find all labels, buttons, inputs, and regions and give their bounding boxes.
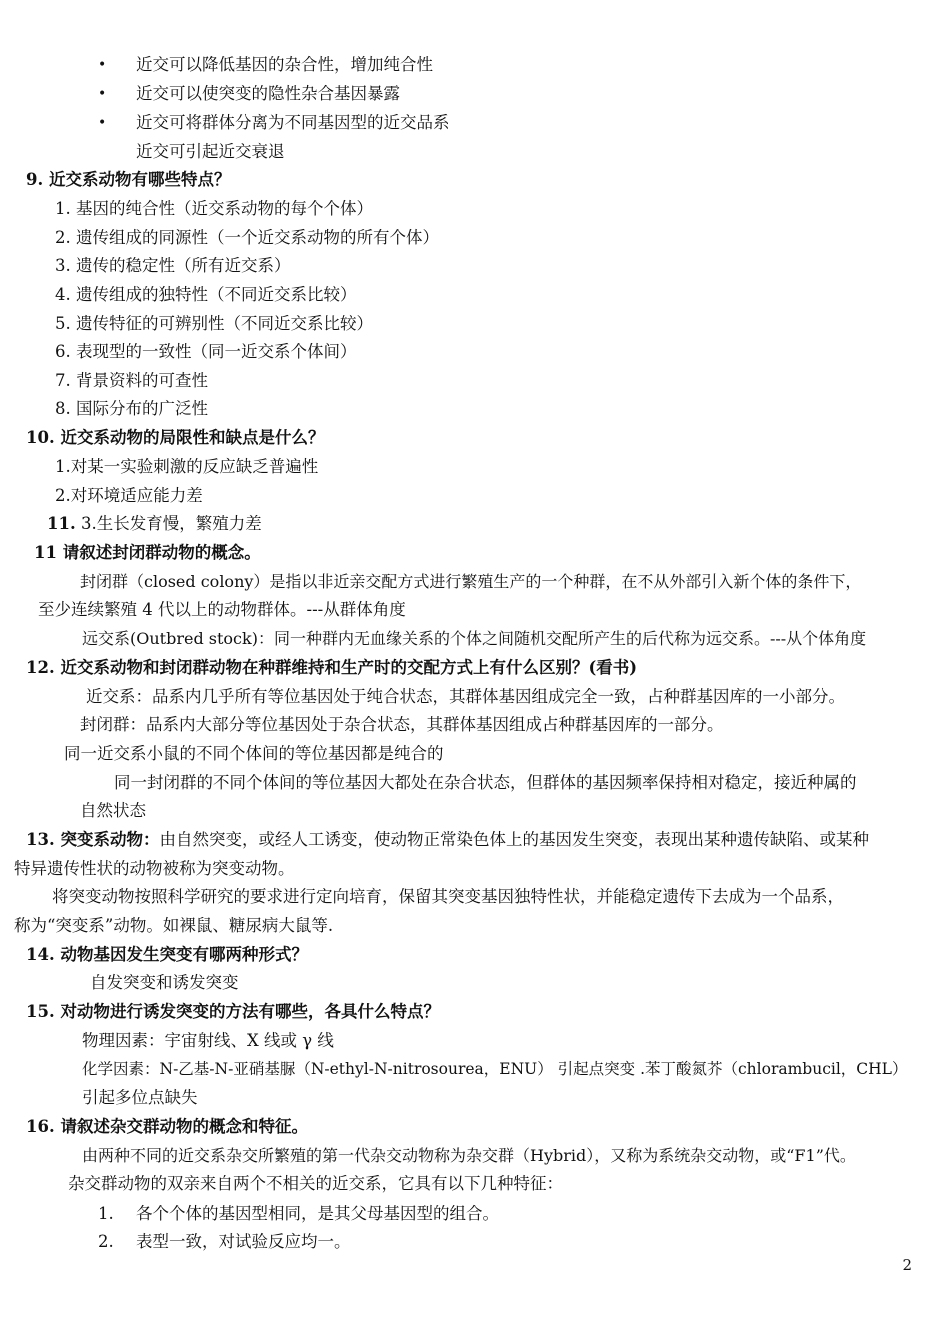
list-item: 8. 国际分布的广泛性 <box>55 399 208 418</box>
list-item: 2.对环境适应能力差 <box>55 486 203 505</box>
list-item: 各个个体的基因型相同，是其父母基因型的组合。 <box>136 1204 499 1223</box>
list-item: 6. 表现型的一致性（同一近交系个体间） <box>55 342 357 361</box>
list-number: 1. <box>98 1204 114 1223</box>
paragraph-line: 封闭群（closed colony）是指以非近亲交配方式进行繁殖生产的一个种群，在不从外部引入新个体的条件下， <box>80 572 862 591</box>
list-item: 1.对某一实验刺激的反应缺乏普遍性 <box>55 457 319 476</box>
answer-text: 自发突变和诱发突变 <box>90 973 239 992</box>
question-heading: 11 请叙述封闭群动物的概念。 <box>34 543 261 562</box>
paragraph-line: 特异遗传性状的动物被称为突变动物。 <box>14 859 295 878</box>
question-heading: 12. 近交系动物和封闭群动物在种群维持和生产时的交配方式上有什么区别？(看书) <box>26 658 638 677</box>
list-item: 5. 遗传特征的可辨别性（不同近交系比较） <box>55 314 373 333</box>
question-heading: 9. 近交系动物有哪些特点？ <box>26 170 231 189</box>
paragraph-line: 物理因素：宇宙射线、X 线或 γ 线 <box>82 1031 334 1050</box>
list-item: 1. 基因的纯合性（近交系动物的每个个体） <box>55 199 373 218</box>
paragraph-line: 杂交群动物的双亲来自两个不相关的近交系，它具有以下几种特征： <box>68 1174 563 1193</box>
list-item: 表型一致，对试验反应均一。 <box>136 1232 351 1251</box>
list-number: 11. <box>47 514 76 533</box>
list-number: 2. <box>98 1232 114 1251</box>
paragraph-line: 同一封闭群的不同个体间的等位基因大都处在杂合状态，但群体的基因频率保持相对稳定，接近种属的 <box>114 773 857 792</box>
paragraph-line: 至少连续繁殖 4 代以上的动物群体。---从群体角度 <box>38 600 406 619</box>
paragraph-line: 化学因素：N-乙基-N-亚硝基脲（N-ethyl-N-nitrosourea，ENU） 引起点突变 .苯丁酸氮芥（chlorambucil，CHL） <box>82 1060 908 1078</box>
paragraph-line: 远交系(Outbred stock)：同一种群内无血缘关系的个体之间随机交配所产生的后代称为远交系。---从个体角度 <box>82 629 867 648</box>
question-heading: 13. 突变系动物： <box>26 830 160 849</box>
paragraph-line: 引起多位点缺失 <box>82 1088 198 1107</box>
paragraph-line: 由两种不同的近交系杂交所繁殖的第一代杂交动物称为杂交群（Hybrid），又称为系统杂交动物，或“F1”代。 <box>82 1146 856 1165</box>
paragraph-line: 同一近交系小鼠的不同个体间的等位基因都是纯合的 <box>64 744 444 763</box>
bullet-marker: • <box>98 86 107 102</box>
list-item: 2. 遗传组成的同源性（一个近交系动物的所有个体） <box>55 228 439 247</box>
question-heading: 14. 动物基因发生突变有哪两种形式？ <box>26 945 308 964</box>
list-item: 近交可将群体分离为不同基因型的近交品系 <box>136 113 450 132</box>
paragraph-line: 近交系：品系内几乎所有等位基因处于纯合状态，其群体基因组成完全一致，占种群基因库的一小部分。 <box>86 687 845 706</box>
list-item: 近交可引起近交衰退 <box>136 142 285 161</box>
paragraph-line: 将突变动物按照科学研究的要求进行定向培育，保留其突变基因独特性状，并能稳定遗传下去成为一个品系， <box>52 887 844 906</box>
question-heading: 16. 请叙述杂交群动物的概念和特征。 <box>26 1117 308 1136</box>
paragraph-line: 封闭群：品系内大部分等位基因处于杂合状态，其群体基因组成占种群基因库的一部分。 <box>80 715 724 734</box>
paragraph-line: 自然状态 <box>80 801 146 820</box>
bullet-marker: • <box>98 57 107 73</box>
question-heading: 15. 对动物进行诱发突变的方法有哪些，各具什么特点？ <box>26 1002 440 1021</box>
paragraph-line: 称为“突变系”动物。如裸鼠、糖尿病大鼠等. <box>14 916 334 935</box>
page-number: 2 <box>902 1256 912 1274</box>
question-heading: 10. 近交系动物的局限性和缺点是什么？ <box>26 428 325 447</box>
list-item: 7. 背景资料的可查性 <box>55 371 208 390</box>
definition-text: 由自然突变，或经人工诱变，使动物正常染色体上的基因发生突变，表现出某种遗传缺陷、或某种 <box>159 830 869 849</box>
paragraph-line <box>26 829 869 851</box>
list-item-text: 3.生长发育慢，繁殖力差 <box>75 514 262 533</box>
list-item: 近交可以降低基因的杂合性，增加纯合性 <box>136 55 433 74</box>
list-item <box>47 513 262 535</box>
list-item: 近交可以使突变的隐性杂合基因暴露 <box>136 84 400 103</box>
list-item: 3. 遗传的稳定性（所有近交系） <box>55 256 291 275</box>
list-item: 4. 遗传组成的独特性（不同近交系比较） <box>55 285 357 304</box>
bullet-marker: • <box>98 115 107 131</box>
